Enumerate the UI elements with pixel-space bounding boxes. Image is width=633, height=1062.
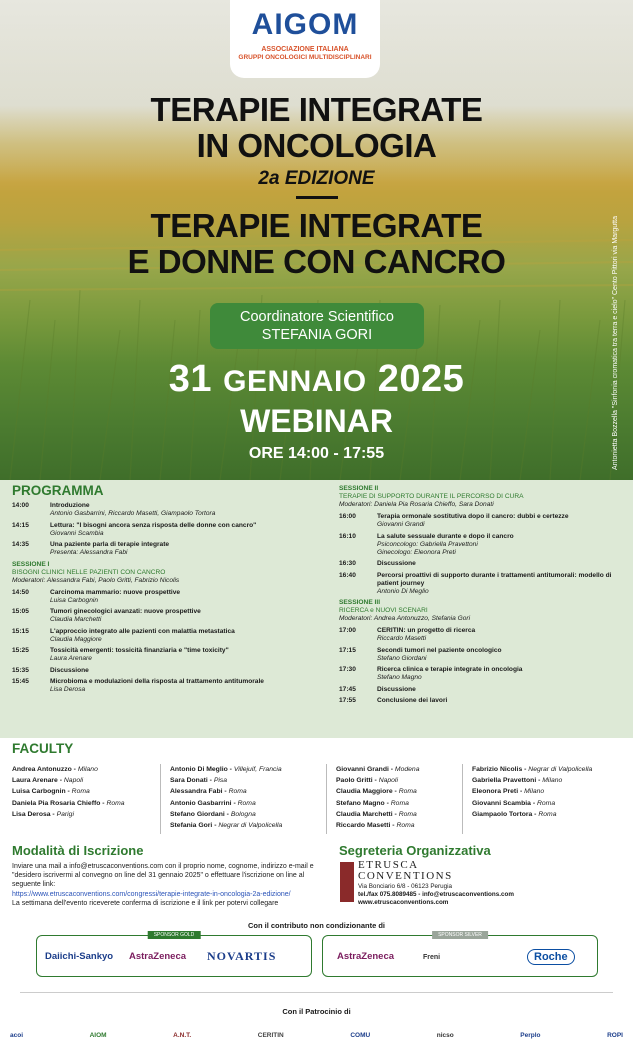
hero-banner — [0, 0, 633, 480]
faculty-member: Sara Donati - Pisa — [170, 777, 228, 785]
event-time: ORE 14:00 - 17:55 — [248, 445, 385, 462]
program-item — [12, 608, 332, 624]
item-title: L'approccio integrato alle pazienti con malattia metastatica — [50, 627, 235, 635]
program-item — [339, 697, 629, 705]
faculty-member: Stefano Magno - Roma — [336, 799, 409, 807]
session-label: SESSIONE III — [339, 599, 381, 606]
secretariat-contacts — [358, 883, 514, 906]
faculty-member: Gabriella Pravettoni - Milano — [472, 777, 563, 785]
item-time: 14:15 — [12, 521, 29, 529]
item-time: 15:05 — [12, 608, 29, 615]
item-time: 17:30 — [339, 666, 356, 673]
program-item — [339, 627, 629, 643]
faculty-member: Daniela Pia Rosaria Chieffo - Roma — [12, 799, 125, 807]
faculty-member: Luisa Carbognin - Roma — [12, 788, 90, 796]
item-title: Introduzione — [50, 502, 90, 509]
sponsor-silver-box — [322, 932, 598, 977]
item-title: Discussione — [377, 560, 416, 567]
item-speaker: Antonio Gasbarrini, Riccardo Masetti, Giampaolo Tortora — [50, 510, 216, 517]
program-item — [339, 686, 629, 694]
item-speaker: Giovanni Scambia — [50, 529, 104, 537]
item-title: Lettura: "I bisogni ancora senza risposta delle donne con cancro" — [50, 521, 257, 529]
program-item — [12, 678, 332, 694]
session-moderators: Moderatori: Andrea Antonuzzo, Stefania Gori — [339, 615, 471, 622]
item-title: Conclusione dei lavori — [377, 697, 448, 704]
item-speaker: Claudia Maggiore — [50, 635, 102, 643]
program-left-column — [12, 502, 332, 698]
patron-logo: COMU — [350, 1031, 371, 1039]
item-time: 17:15 — [339, 646, 356, 654]
faculty-divider — [326, 764, 327, 834]
faculty-member: Giovanni Scambia - Roma — [472, 799, 556, 807]
item-title: Ricerca clinica e terapie integrate in oncologia — [377, 666, 523, 673]
item-time: 14:50 — [12, 588, 29, 596]
faculty-member: Antonio Gasbarrini - Roma — [170, 799, 256, 807]
item-time: 16:00 — [339, 513, 356, 520]
event-month: GENNAIO — [223, 365, 367, 398]
program-item — [12, 589, 332, 605]
item-time: 15:15 — [12, 627, 29, 635]
event-year: 2025 — [377, 358, 465, 400]
session-title: TERAPIE DI SUPPORTO DURANTE IL PERCORSO DI CURA — [339, 493, 524, 500]
item-title: Percorsi proattivi di supporto durante i trattamenti antitumorali: modello di patient journey — [377, 571, 612, 587]
event-day: 31 — [168, 358, 213, 400]
secretariat-title: Segreteria Organizzativa — [339, 843, 491, 858]
faculty-member: Paolo Gritti - Napoli — [336, 777, 398, 785]
program-item — [339, 513, 629, 529]
faculty-member: Eleonora Preti - Milano — [472, 788, 545, 796]
session-moderators: Moderatori: Alessandra Fabi, Paolo Gritti, Fabrizio Nicolis — [12, 576, 180, 584]
coordinator-badge — [210, 303, 424, 349]
item-speaker: Ginecologo: Eleonora Preti — [377, 548, 456, 556]
faculty-column-1 — [12, 764, 125, 820]
item-title: Discussione — [377, 685, 416, 693]
item-time: 15:45 — [12, 678, 29, 685]
item-speaker: Laura Arenare — [50, 655, 92, 662]
sponsor-logo: Freni — [423, 954, 441, 961]
patron-logo: CERITIN — [257, 1031, 284, 1039]
item-time: 14:00 — [12, 502, 29, 509]
faculty-member: Antonio Di Meglio - Villejuif, Francia — [170, 766, 282, 773]
item-speaker: Luisa Carbognin — [50, 596, 99, 604]
program-item — [12, 522, 332, 538]
title-divider — [296, 196, 338, 199]
item-title: Discussione — [50, 666, 89, 674]
title-line-1: TERAPIE INTEGRATE — [150, 91, 483, 128]
patron-logo: A.N.T. — [173, 1031, 192, 1039]
event-date — [0, 358, 633, 401]
faculty-member: Giampaolo Tortora - Roma — [472, 810, 557, 818]
title-line-3: TERAPIE INTEGRATE — [150, 207, 483, 244]
item-title: Carcinoma mammario: nuove prospettive — [50, 588, 181, 596]
sponsor-logo: NOVARTIS — [207, 949, 277, 963]
registration-note: La settimana dell'evento riceverete conferma di iscrizione e il link per potervi collegare — [12, 899, 279, 907]
item-speaker: Antonio Di Meglio — [377, 587, 429, 595]
registration-link[interactable]: https://www.etruscaconventions.com/congressi/terapie-integrate-in-oncologia-2a-edizione/ — [12, 890, 291, 898]
faculty-member: Giovanni Grandi - Modena — [336, 766, 420, 773]
sponsor-logo: Roche — [527, 949, 575, 965]
program-right-column — [339, 482, 629, 709]
item-time: 17:00 — [339, 627, 356, 634]
title-line-2: IN ONCOLOGIA — [196, 127, 437, 164]
session-moderators: Moderatori: Daniela Pia Rosaria Chieffo, Sara Donati — [339, 501, 494, 508]
patron-logo: Perplo — [520, 1031, 541, 1039]
item-time: 14:35 — [12, 541, 29, 548]
faculty-column-3 — [336, 764, 419, 831]
aigom-logo — [230, 0, 380, 78]
sponsor-logo: Daiichi-Sankyo — [45, 951, 114, 962]
secretariat-address: Via Bonciario 6/8 - 06123 Perugia — [358, 883, 453, 890]
secretariat-phone-email: tel./fax 075.8089485 - info@etruscaconventions.com — [358, 890, 514, 898]
program-item — [339, 560, 629, 568]
faculty-member: Fabrizio Nicolis - Negrar di Valpolicella — [472, 766, 593, 773]
image-credit: Antonietta Bozzella "Sinfonia cromatica tra terra e cielo" Cento Pittori via Margutta — [612, 216, 619, 470]
registration-title: Modalità di Iscrizione — [12, 843, 144, 858]
title-line-4: E DONNE CON CANCRO — [127, 243, 506, 280]
faculty-divider — [462, 764, 463, 834]
logo-name: AIGOM — [251, 8, 359, 41]
sponsor-silver-label: SPONSOR SILVER — [432, 931, 488, 939]
faculty-member: Laura Arenare - Napoli — [12, 777, 84, 785]
item-title: Terapia ormonale sostitutiva dopo il cancro: dubbi e certezze — [377, 513, 569, 520]
patronage-title: Con il Patrocinio di — [282, 1007, 351, 1016]
logo-subtitle-2: GRUPPI ONCOLOGICI MULTIDISCIPLINARI — [238, 54, 372, 61]
faculty-divider — [160, 764, 161, 834]
section-divider — [20, 992, 613, 993]
item-title: Una paziente parla di terapie integrate — [50, 541, 170, 548]
coordinator-label: Coordinatore Scientifico — [240, 309, 394, 325]
faculty-member: Lisa Derosa - Parigi — [12, 810, 74, 818]
program-item — [12, 667, 332, 675]
item-speaker: Stefano Magno — [377, 674, 422, 681]
registration-info — [12, 862, 332, 908]
item-speaker: Presenta: Alessandra Fabi — [50, 549, 128, 556]
item-title: Microbioma e modulazioni della risposta al trattamento antitumorale — [50, 678, 264, 685]
secretariat-website[interactable]: www.etruscaconventions.com — [358, 898, 449, 906]
patron-logo: AIOM — [89, 1031, 107, 1039]
patron-logo: acoi — [10, 1031, 24, 1039]
registration-text: Inviare una mail a info@etruscaconventions.com con il proprio nome, cognome, indirizzo e-mail e "desidero iscrivermi al convegno on line del 31 gennaio 2025" o effettuare l'iscrizione on line al seguente link: — [12, 863, 314, 889]
program-item — [339, 647, 629, 663]
edition-label: 2a EDIZIONE — [258, 168, 375, 189]
sub-title — [0, 208, 633, 280]
faculty-member: Andrea Antonuzzo - Milano — [12, 766, 98, 773]
faculty-member: Alessandra Fabi - Roma — [170, 788, 247, 796]
patron-logo: ROPI — [607, 1031, 623, 1039]
program-item — [339, 666, 629, 682]
main-title — [0, 92, 633, 164]
sponsor-logo: AstraZeneca — [129, 951, 187, 962]
program-item — [12, 647, 332, 663]
item-time: 17:45 — [339, 685, 356, 693]
item-time: 15:25 — [12, 647, 29, 654]
session-label: SESSIONE II — [339, 485, 379, 492]
item-title: Tossicità emergenti: tossicità finanziaria e "time toxicity" — [50, 647, 229, 654]
item-speaker: Psiconcologo: Gabriella Pravettoni — [377, 540, 478, 548]
item-speaker: Giovanni Grandi — [377, 521, 425, 528]
item-title: Secondi tumori nel paziente oncologico — [377, 646, 502, 654]
faculty-member: Stefano Giordani - Bologna — [170, 810, 256, 818]
logo-subtitle-1: ASSOCIAZIONE ITALIANA — [261, 46, 349, 53]
faculty-column-4 — [472, 764, 592, 820]
faculty-member: Claudia Maggiore - Roma — [336, 788, 417, 796]
program-item — [12, 541, 332, 557]
item-speaker: Stefano Giordani — [377, 654, 427, 662]
sponsor-logo: AstraZeneca — [337, 951, 395, 962]
item-title: Tumori ginecologici avanzati: nuove prospettive — [50, 608, 201, 615]
program-item — [339, 533, 629, 557]
faculty-member: Riccardo Masetti - Roma — [336, 822, 415, 830]
program-section — [0, 480, 633, 738]
faculty-title: FACULTY — [12, 741, 74, 756]
program-item — [12, 628, 332, 644]
item-speaker: Lisa Derosa — [50, 686, 86, 693]
session-title: RICERCA e NUOVI SCENARI — [339, 607, 428, 614]
item-time: 15:35 — [12, 666, 29, 674]
program-item — [12, 502, 332, 518]
item-speaker: Riccardo Masetti — [377, 635, 427, 642]
etrusca-logo-icon — [340, 862, 354, 902]
sponsor-gold-box — [36, 932, 312, 977]
item-time: 16:30 — [339, 560, 356, 567]
patron-logo: nicso — [436, 1031, 454, 1039]
session-title: BISOGNI CLINICI NELLE PAZIENTI CON CANCRO — [12, 568, 166, 576]
event-format: WEBINAR — [240, 403, 393, 439]
item-title: CERITIN: un progetto di ricerca — [377, 627, 476, 634]
coordinator-name: STEFANIA GORI — [261, 327, 373, 343]
session-label: SESSIONE I — [12, 560, 50, 568]
program-title: PROGRAMMA — [12, 483, 104, 498]
etrusca-name: ETRUSCA CONVENTIONS — [358, 859, 453, 882]
faculty-member: Claudia Marchetti - Roma — [336, 810, 417, 818]
patronage-logos — [10, 1024, 623, 1046]
faculty-member: Stefania Gori - Negrar di Valpolicella — [170, 822, 283, 830]
item-time: 17:55 — [339, 697, 356, 704]
item-time: 16:40 — [339, 571, 356, 579]
faculty-column-2 — [170, 764, 282, 831]
item-speaker: Claudia Marchetti — [50, 616, 102, 623]
item-time: 16:10 — [339, 532, 356, 540]
sponsor-gold-label: SPONSOR GOLD — [148, 931, 201, 939]
sponsor-intro: Con il contributo non condizionante di — [247, 921, 386, 930]
program-item — [339, 572, 629, 596]
item-title: La salute sessuale durante e dopo il cancro — [377, 532, 514, 540]
